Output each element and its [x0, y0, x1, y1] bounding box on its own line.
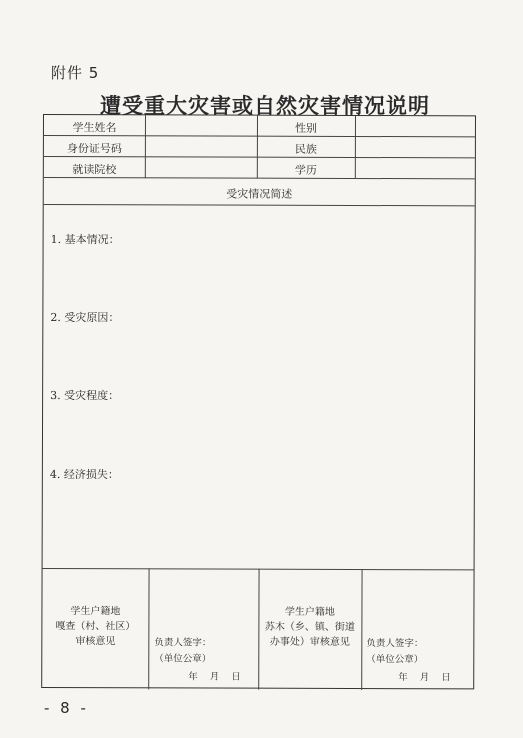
basic-situation-area[interactable] [51, 247, 466, 304]
school-field[interactable] [146, 157, 256, 177]
left-signature-label: 负责人签字： [154, 637, 212, 649]
disaster-summary-title: 受灾情况简述 [226, 187, 293, 201]
left-review-line: 学生户籍地 [70, 606, 121, 618]
left-date-label: 年 月 日 [188, 671, 241, 683]
economic-loss-area[interactable] [51, 482, 466, 563]
student-name-field[interactable] [146, 115, 256, 135]
right-signature-label: 负责人签字： [366, 638, 424, 650]
page-number: - 8 - [44, 699, 89, 717]
disaster-degree-area[interactable] [51, 403, 466, 460]
left-opinion-area[interactable] [149, 569, 257, 629]
document-title: 遭受重大灾害或自然灾害情况说明 [100, 93, 430, 118]
ethnicity-label: 民族 [294, 142, 317, 156]
id-number-field[interactable] [146, 136, 256, 156]
right-date-label: 年 月 日 [398, 672, 451, 684]
right-review-heading [258, 605, 361, 650]
student-name-label: 学生姓名 [72, 121, 117, 135]
right-seal-label: （单位公章） [366, 654, 424, 666]
right-review-line: 学生户籍地 [284, 606, 335, 618]
education-label: 学历 [294, 163, 317, 177]
ethnicity-field[interactable] [356, 137, 476, 157]
right-review-line: 苏木（乡、镇、街道 [264, 621, 355, 633]
item-basic-situation: 1. 基本情况： [50, 233, 120, 247]
left-review-line: 嘎查（村、社区） [55, 621, 136, 633]
school-label: 就读院校 [72, 163, 117, 177]
item-disaster-cause: 2. 受灾原因： [50, 311, 120, 325]
right-review-line: 办事处）审核意见 [269, 636, 350, 648]
disaster-cause-area[interactable] [51, 325, 466, 382]
education-field[interactable] [356, 158, 476, 178]
divider [44, 204, 475, 206]
right-opinion-area[interactable] [362, 570, 474, 630]
id-number-label: 身份证号码 [66, 142, 122, 156]
disaster-form-table [41, 114, 476, 689]
gender-label: 性别 [294, 121, 317, 135]
item-economic-loss: 4. 经济损失： [49, 468, 119, 482]
attachment-label: 附件 5 [51, 64, 100, 82]
gender-field[interactable] [356, 116, 476, 136]
left-seal-label: （单位公章） [154, 653, 212, 665]
item-disaster-degree: 3. 受灾程度： [50, 389, 120, 403]
left-review-line: 审核意见 [75, 636, 116, 648]
left-review-heading [42, 604, 148, 649]
